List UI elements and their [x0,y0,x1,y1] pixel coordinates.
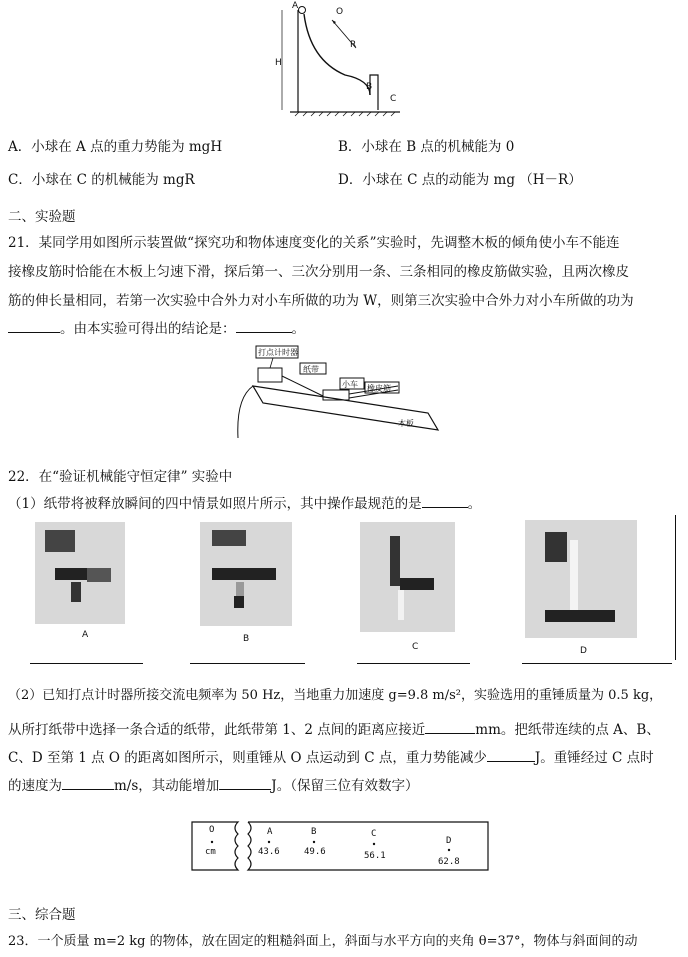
q22-p2-line4-a: 的速度为 [8,778,62,794]
answer-blank-conclusion[interactable] [236,320,292,333]
option-d: D．小球在 C 点的动能为 mg （H－R） [338,172,582,188]
q22-p2-line4-b: m/s，其动能增加 [114,778,220,794]
board-label: 木板 [398,419,414,428]
q21-line-1: 21．某同学用如图所示装置做“探究功和物体速度变化的关系”实验时，先调整木板的倾角使小车不能连 [8,235,620,251]
q22-p2-line4-c: J。（保留三位有效数字） [271,778,419,794]
setup-figure [228,338,458,438]
label-b: B [366,82,373,92]
tape-unit-label: cm [205,847,216,857]
q22-p2-line2-text: 从所打纸带中选择一条合适的纸带，此纸带第 1、2 点间的距离应接近 [8,722,426,738]
photo-a [35,522,125,624]
photo-c-underline [357,663,470,664]
tape-origin-label: O [209,825,215,835]
photo-d [525,520,637,638]
photo-label-b: B [243,634,250,644]
photo-b-underline [190,663,305,664]
tape-value-b: 49.6 [304,847,326,857]
photo-divider [675,515,676,660]
q22-part-1-text: （1）纸带将被释放瞬间的四中情景如照片所示，其中操作最规范的是 [8,496,422,512]
paper-tape-figure [190,818,492,878]
q22-p2-line3-text: C、D 至第 1 点 O 的距离如图所示，则重锤从 O 点运动到 C 点，重力势能减少 [8,750,487,766]
tape-label: 纸带 [303,365,319,374]
q22-part-2-line-1: （2）已知打点计时器所接交流电频率为 50 Hz，当地重力加速度 g=9.8 m/s²，实验选用的重锤质量为 0.5 kg， [8,688,663,703]
label-a: A [292,1,299,11]
tape-value-c: 56.1 [364,851,386,861]
answer-blank-work[interactable] [8,320,60,333]
paper-tape [190,818,492,878]
photo-c [360,522,455,632]
answer-blank-photo[interactable] [422,495,468,508]
option-a: A．小球在 A 点的重力势能为 mgH [8,139,223,155]
q22-title: 22．在“验证机械能守恒定律” 实验中 [8,469,233,485]
label-c: C [390,94,397,104]
photo-d-underline [522,663,672,664]
tape-value-a: 43.6 [258,847,280,857]
section-2-heading: 二、实验题 [8,209,76,225]
band-label: 橡皮筋 [367,384,391,393]
answer-blank-distance[interactable] [425,721,475,734]
cart-label: 小车 [342,380,358,389]
tape-point-a: A [267,827,273,837]
q21-line-2: 接橡皮筋时恰能在木板上匀速下滑，探后第一、三次分别用一条、三条相同的橡皮筋做实验，且两次橡皮 [8,264,629,280]
q21-conclusion-prompt: 。由本实验可得出的结论是： [60,321,236,337]
option-b: B．小球在 B 点的机械能为 0 [338,139,515,155]
label-h: H [275,58,282,68]
tape-point-d: D [446,836,452,846]
q22-part-2-line-3 [8,746,654,766]
tape-point-b: B [311,827,317,837]
answer-blank-kinetic[interactable] [219,777,271,790]
answer-blank-potential[interactable] [487,749,535,762]
q21-line-3: 筋的伸长量相同，若第一次实验中合外力对小车所做的功为 W，则第三次实验中合外力对小车所做的功为 [8,293,634,309]
q22-part-2-line-4 [8,774,418,794]
section-3-heading: 三、综合题 [8,907,76,923]
q22-p2-line3-end: J。重锤经过 C 点时 [534,750,654,766]
photo-label-d: D [580,646,587,656]
q21-line-end: 。 [291,321,305,337]
tape-value-d: 62.8 [438,857,460,867]
photo-b [200,522,292,626]
q23-line-1: 23．一个质量 m=2 kg 的物体，放在固定的粗糙斜面上，斜面与水平方向的夹角 θ=37°，物体与斜面间的动 [8,934,638,949]
answer-blank-velocity[interactable] [62,777,114,790]
timer-label: 打点计时器 [258,348,298,357]
q22-p2-line2-end: mm。把纸带连续的点 A、B、 [475,722,660,738]
q22-part-1 [8,492,481,512]
q22-part-1-end: 。 [467,496,482,512]
track-diagram [270,0,410,125]
track-figure [270,0,410,125]
q21-line-4 [8,317,305,337]
photo-label-c: C [412,642,419,652]
label-o: O [336,7,344,17]
option-c: C．小球在 C 的机械能为 mgR [8,172,195,188]
label-r: R [350,40,357,50]
tape-point-c: C [371,829,377,839]
q22-part-2-line-2 [8,718,660,738]
photo-label-a: A [82,630,89,640]
photo-a-underline [30,663,143,664]
